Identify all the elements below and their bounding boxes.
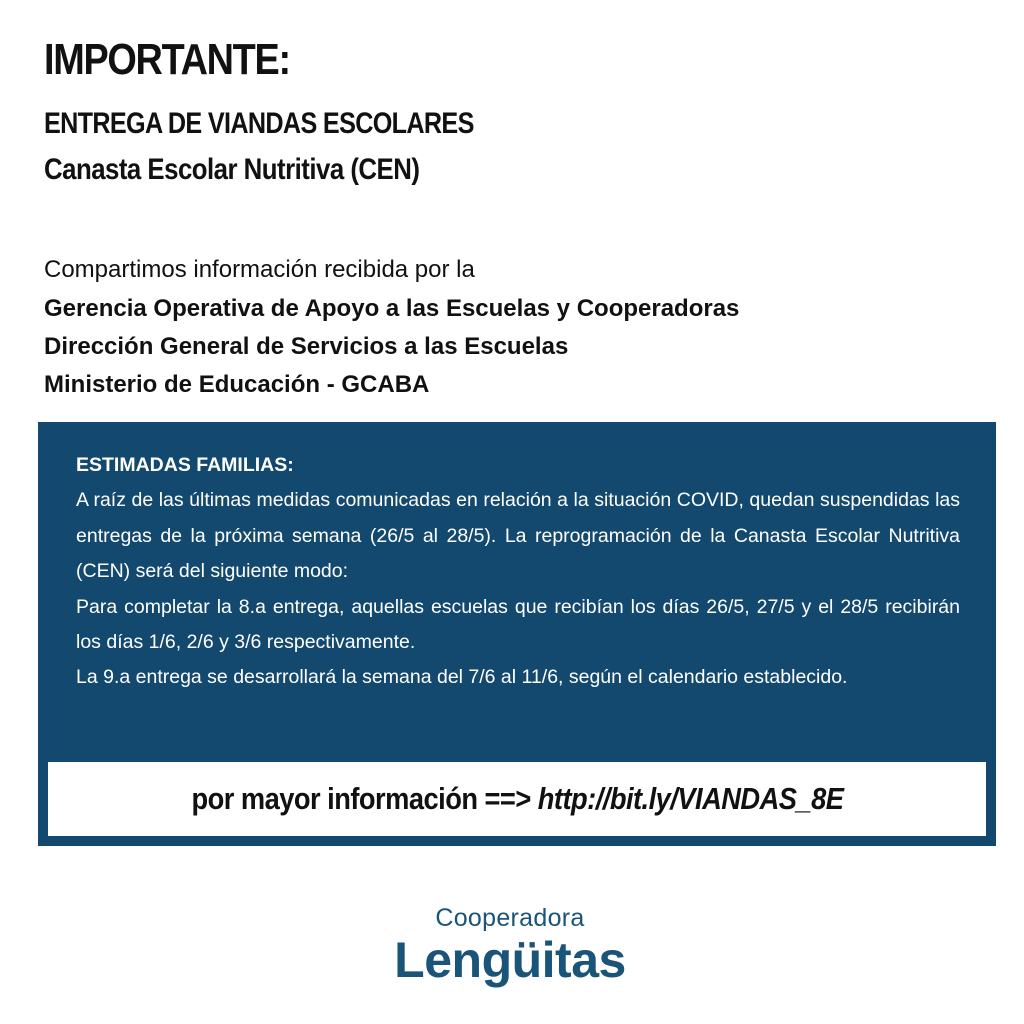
program-name: Canasta Escolar Nutritiva (CEN) bbox=[44, 153, 420, 186]
more-info-label: por mayor información ==> bbox=[191, 781, 538, 816]
page-subtitle: ENTREGA DE VIANDAS ESCOLARES bbox=[44, 107, 474, 140]
more-info-link[interactable]: http://bit.ly/VIANDAS_8E bbox=[537, 781, 843, 816]
source-block bbox=[44, 250, 994, 404]
source-directorate: Dirección General de Servicios a las Escuelas bbox=[44, 333, 569, 360]
more-info-text bbox=[191, 781, 843, 817]
notice-heading: ESTIMADAS FAMILIAS: bbox=[76, 454, 294, 476]
logo-top-text: Cooperadora bbox=[435, 904, 585, 932]
notice-paragraph-eighth-delivery: Para completar la 8.a entrega, aquellas escuelas que recibían los días 26/5, 27/5 y el 28/5 recibirán los días 1/6, 2/6 y 3/6 respectivamente. bbox=[76, 595, 960, 654]
header bbox=[44, 30, 984, 190]
source-ministry: Ministerio de Educación - GCABA bbox=[44, 371, 430, 398]
notice-panel bbox=[38, 422, 996, 846]
source-intro: Compartimos información recibida por la bbox=[44, 256, 475, 283]
cooperadora-logo bbox=[360, 904, 660, 988]
notice-paragraph-ninth-delivery: La 9.a entrega se desarrollará la semana del 7/6 al 11/6, según el calendario establecido. bbox=[76, 666, 848, 689]
page-title: IMPORTANTE: bbox=[44, 35, 290, 84]
notice-body bbox=[76, 448, 960, 696]
source-office: Gerencia Operativa de Apoyo a las Escuelas y Cooperadoras bbox=[44, 295, 740, 322]
logo-bottom-text: Lengüitas bbox=[394, 932, 626, 988]
notice-paragraph-suspension: A raíz de las últimas medidas comunicadas en relación a la situación COVID, quedan suspendidas las entregas de la próxima semana (26/5 al 28/5). La reprogramación de la Canasta Escolar Nutritiva (CEN) será del siguiente modo: bbox=[76, 489, 960, 583]
more-info-box bbox=[48, 762, 986, 836]
